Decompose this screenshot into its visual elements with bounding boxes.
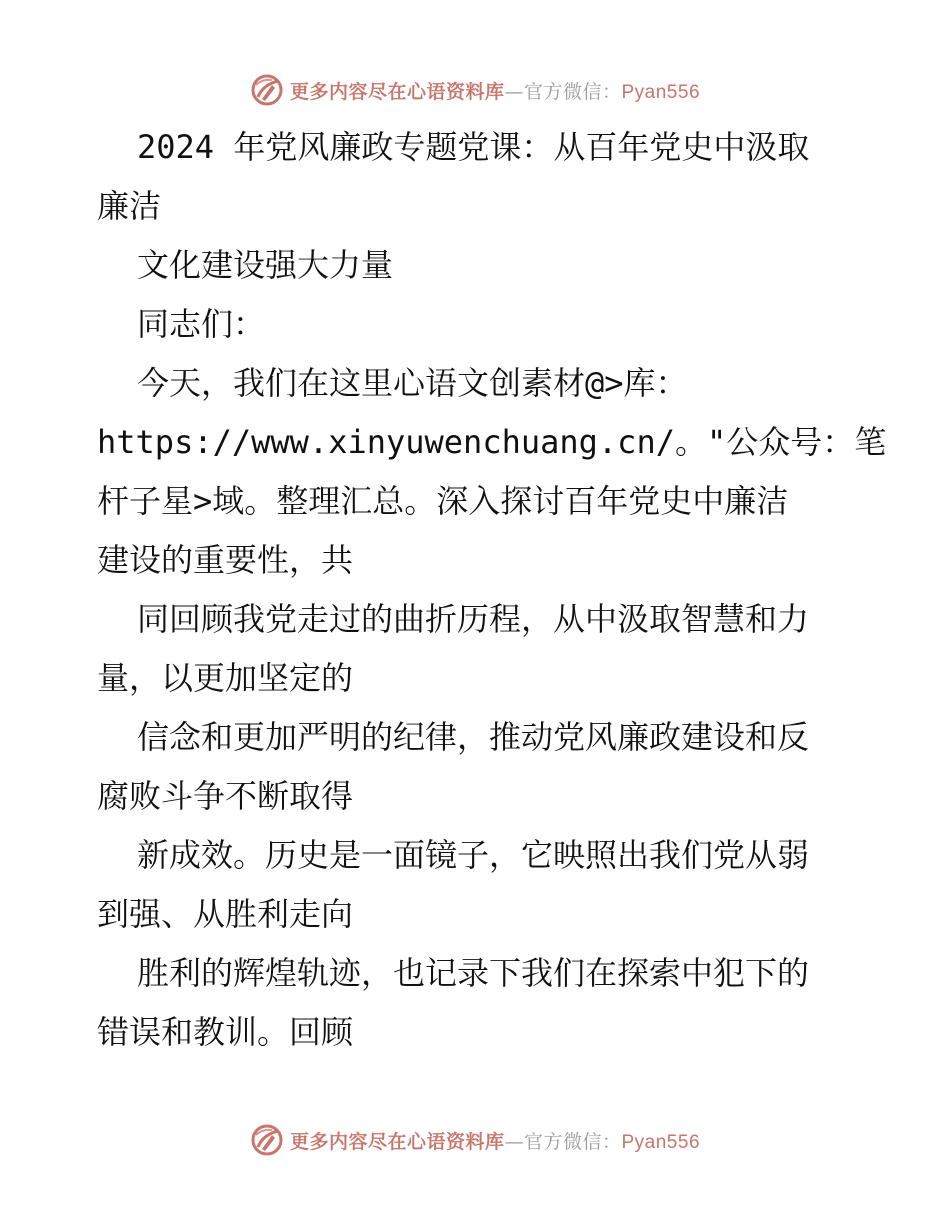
watermark-wechat-id: Pyan556 [621, 1131, 701, 1153]
document-body [97, 118, 887, 1062]
pen-swirl-logo-icon [250, 73, 284, 107]
pen-swirl-logo-icon [250, 1123, 284, 1157]
paragraph-line: 胜利的辉煌轨迹，也记录下我们在探索中犯下的 [137, 954, 810, 992]
subtitle-line: 文化建设强大力量 [137, 246, 394, 284]
paragraph-line: 今天，我们在这里心语文创素材@>库： [137, 364, 688, 402]
title-line-1: 2024 年党风廉政专题党课：从百年党史中汲取 [137, 128, 810, 166]
watermark-title: 更多内容尽在心语资料库 [289, 80, 505, 103]
paragraph-line: 新成效。历史是一面镜子，它映照出我们党从弱 [137, 836, 810, 874]
watermark-header [0, 70, 950, 110]
paragraph-line: 建设的重要性，共 [97, 541, 354, 579]
paragraph-line: 错误和教训。回顾 [97, 1013, 354, 1051]
paragraph-line: 量，以更加坚定的 [97, 659, 354, 697]
paragraph-line: 杆子星>域。整理汇总。深入探讨百年党史中廉洁 [97, 482, 789, 520]
paragraph-line: https://www.xinyuwenchuang.cn/。"公众号：笔 [97, 423, 887, 461]
paragraph-line: 信念和更加严明的纪律，推动党风廉政建设和反 [137, 718, 810, 756]
paragraph-line: 同回顾我党走过的曲折历程，从中汲取智慧和力 [137, 600, 810, 638]
watermark-wechat-id: Pyan556 [621, 81, 701, 103]
watermark-footer [0, 1120, 950, 1160]
watermark-label: —官方微信： [504, 1130, 622, 1153]
watermark-title: 更多内容尽在心语资料库 [289, 1130, 505, 1153]
title-line-2: 廉洁 [97, 187, 162, 225]
paragraph-line: 到强、从胜利走向 [97, 895, 354, 933]
salutation: 同志们： [137, 305, 266, 343]
watermark-label: —官方微信： [504, 80, 622, 103]
paragraph-line: 腐败斗争不断取得 [97, 777, 354, 815]
